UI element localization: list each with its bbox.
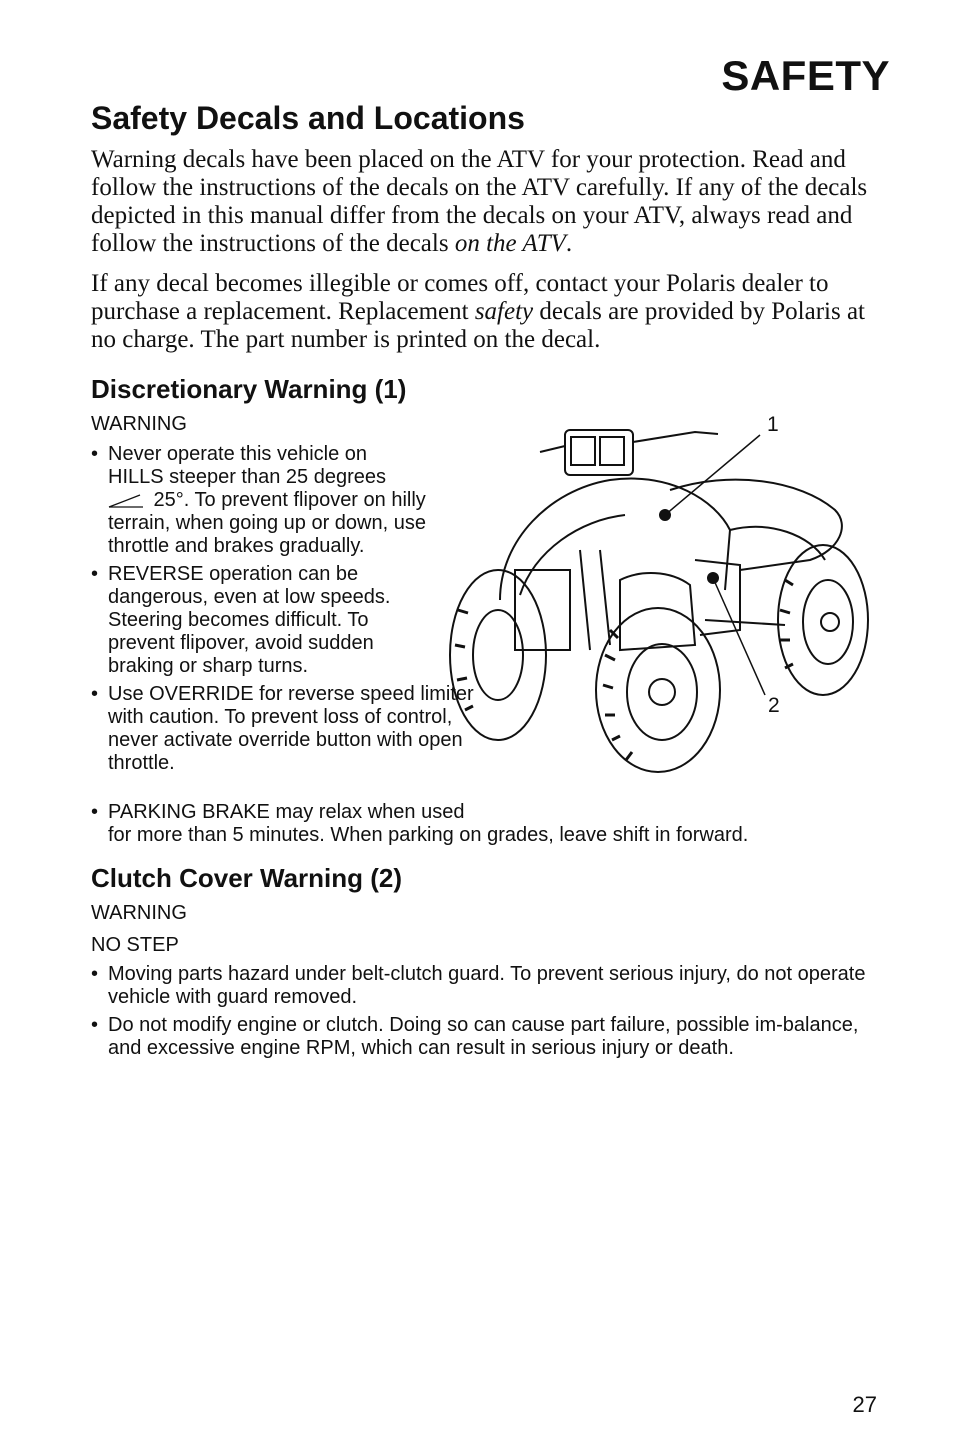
angle-icon xyxy=(108,494,144,508)
discretionary-list xyxy=(91,443,491,780)
clutch-label-warning: WARNING xyxy=(91,902,187,924)
discretionary-heading: Discretionary Warning (1) xyxy=(91,374,407,404)
page-title: Safety Decals and Locations xyxy=(91,100,525,136)
list-item: • Moving parts hazard under belt-clutch guard. To prevent serious injury, do not operate vehicle with guard removed. xyxy=(91,963,876,1009)
callout-2: 2 xyxy=(768,694,780,717)
discretionary-list-continued xyxy=(91,801,871,852)
list-item: • Use OVERRIDE for reverse speed limiter with caution. To prevent loss of control, never activate override button with open throttle. xyxy=(91,683,500,775)
clutch-heading: Clutch Cover Warning (2) xyxy=(91,863,403,893)
section-title: SAFETY xyxy=(721,52,890,99)
discretionary-label: WARNING xyxy=(91,413,187,435)
intro-emphasis: on the ATV xyxy=(454,230,566,257)
list-item: • REVERSE operation can be dangerous, even at low speeds. Steering becomes difficult. To prevent flipover, avoid sudden braking or sharp turns. xyxy=(91,563,438,678)
page-number: 27 xyxy=(852,1392,877,1417)
atv-illustration-icon xyxy=(440,410,880,780)
intro-text: Warning decals have been placed on the ATV for your protection. Read and follow the instructions of the decals on the ATV carefully. If any of the decals depicted in this manual differ from the decals on your ATV, always read and follow the instructions of the decals xyxy=(91,146,868,257)
intro2-text-a: If any decal becomes illegible or comes off, contact your Polaris dealer to purchase a replacement. Replacement xyxy=(91,270,829,325)
list-item: • PARKING BRAKE may relax when used for more than 5 minutes. When parking on grades, leave shift in forward. xyxy=(91,801,871,847)
intro-paragraph-1 xyxy=(91,146,891,258)
clutch-list xyxy=(91,963,876,1065)
list-item: • Never operate this vehicle on HILLS steeper than 25 degrees 25°. To prevent flipover on hilly terrain, when going up or down, use throttle and brakes gradually. xyxy=(91,443,428,558)
intro2-emphasis: safety xyxy=(474,298,534,325)
callout-1: 1 xyxy=(767,413,779,436)
list-item: • Do not modify engine or clutch. Doing so can cause part failure, possible im-balance, and excessive engine RPM, which can result in serious injury or death. xyxy=(91,1014,876,1060)
intro-paragraph-2 xyxy=(91,270,891,354)
clutch-label-no-step: NO STEP xyxy=(91,934,179,956)
intro-end: . xyxy=(565,230,573,257)
intro2-text-b: decals are provided by Polaris at no charge. The part number is printed on the decal. xyxy=(91,298,865,353)
atv-figure xyxy=(440,410,880,780)
